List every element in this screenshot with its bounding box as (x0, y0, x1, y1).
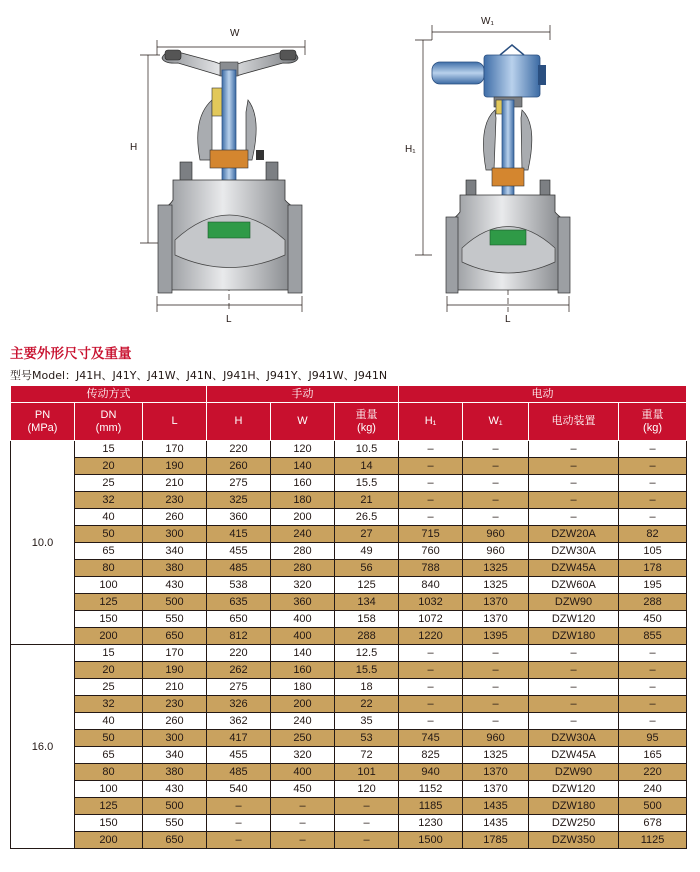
table-row (11, 441, 687, 458)
table-row (11, 662, 687, 679)
table-cell: 65 (75, 543, 143, 560)
table-cell: 100 (75, 781, 143, 798)
table-cell: 325 (207, 492, 271, 509)
table-cell: 56 (335, 560, 399, 577)
table-cell: 288 (619, 594, 687, 611)
table-cell: 417 (207, 730, 271, 747)
dimension-h (140, 55, 160, 243)
table-cell: 288 (335, 628, 399, 645)
col-w1: W₁ (463, 403, 529, 441)
table-cell: – (399, 645, 463, 662)
table-cell: – (271, 832, 335, 849)
table-cell: – (619, 492, 687, 509)
table-cell: – (463, 509, 529, 526)
table-cell: 165 (619, 747, 687, 764)
table-cell: 220 (207, 645, 271, 662)
table-cell: 240 (619, 781, 687, 798)
table-cell: 825 (399, 747, 463, 764)
table-cell: 260 (143, 713, 207, 730)
valve-disc (208, 222, 250, 238)
dimension-w-label: W (230, 28, 240, 39)
table-row (11, 560, 687, 577)
header-electric: 电动 (399, 386, 687, 403)
table-cell: 80 (75, 764, 143, 781)
table-cell: 95 (619, 730, 687, 747)
table-row (11, 526, 687, 543)
table-cell: 158 (335, 611, 399, 628)
table-cell: 745 (399, 730, 463, 747)
table-cell: 500 (143, 594, 207, 611)
model-line: 型号Model：J41H、J41Y、J41W、J41N、J941H、J941Y、J941W、J941N (10, 369, 388, 382)
table-cell: DZW90 (529, 594, 619, 611)
table-cell: 320 (271, 577, 335, 594)
table-cell: 220 (207, 441, 271, 458)
table-row (11, 509, 687, 526)
table-cell: – (619, 509, 687, 526)
table-cell: – (463, 713, 529, 730)
table-cell: – (529, 441, 619, 458)
table-cell: 550 (143, 611, 207, 628)
table-cell: 125 (75, 798, 143, 815)
table-cell: 140 (271, 645, 335, 662)
table-row (11, 781, 687, 798)
table-cell: – (399, 492, 463, 509)
table-cell: 650 (143, 832, 207, 849)
table-cell: 855 (619, 628, 687, 645)
table-cell: 53 (335, 730, 399, 747)
table-cell: – (207, 798, 271, 815)
table-cell: 250 (271, 730, 335, 747)
table-cell: 275 (207, 475, 271, 492)
table-cell: – (207, 832, 271, 849)
table-cell: 260 (207, 458, 271, 475)
table-cell: – (207, 815, 271, 832)
dimension-w1 (432, 25, 550, 40)
col-pn: PN (MPa) (11, 403, 75, 441)
table-cell: 20 (75, 662, 143, 679)
dimension-w1-label: W₁ (481, 16, 494, 27)
electric-valve-drawing (405, 16, 570, 325)
table-cell: – (529, 492, 619, 509)
table-cell: 400 (271, 764, 335, 781)
table-cell: – (619, 679, 687, 696)
table-cell: 1152 (399, 781, 463, 798)
table-row (11, 713, 687, 730)
table-cell: – (529, 713, 619, 730)
table-row (11, 696, 687, 713)
table-row (11, 543, 687, 560)
table-cell: DZW250 (529, 815, 619, 832)
table-cell: DZW90 (529, 764, 619, 781)
table-cell: 275 (207, 679, 271, 696)
table-cell: 1500 (399, 832, 463, 849)
table-cell: 240 (271, 713, 335, 730)
table-cell: 27 (335, 526, 399, 543)
table-cell: 360 (271, 594, 335, 611)
table-cell: – (335, 832, 399, 849)
table-cell: 200 (271, 509, 335, 526)
table-cell: DZW45A (529, 747, 619, 764)
table-cell: 300 (143, 730, 207, 747)
table-cell: 415 (207, 526, 271, 543)
table-cell: 960 (463, 730, 529, 747)
table-cell: 960 (463, 543, 529, 560)
table-cell: 150 (75, 815, 143, 832)
spec-table (10, 385, 687, 849)
table-cell: 1185 (399, 798, 463, 815)
table-row (11, 679, 687, 696)
table-cell: DZW60A (529, 577, 619, 594)
table-cell: 1370 (463, 594, 529, 611)
table-cell: 125 (75, 594, 143, 611)
table-cell: 812 (207, 628, 271, 645)
table-cell: 400 (271, 611, 335, 628)
table-cell: – (463, 458, 529, 475)
table-cell: 101 (335, 764, 399, 781)
table-cell: 1072 (399, 611, 463, 628)
table-cell: DZW30A (529, 543, 619, 560)
table-cell: 340 (143, 747, 207, 764)
header-drive: 传动方式 (11, 386, 207, 403)
table-cell: 940 (399, 764, 463, 781)
table-cell: 134 (335, 594, 399, 611)
table-row (11, 492, 687, 509)
table-cell: 10.5 (335, 441, 399, 458)
table-cell: 170 (143, 441, 207, 458)
table-cell: 200 (271, 696, 335, 713)
table-cell: – (463, 696, 529, 713)
table-row (11, 475, 687, 492)
table-cell: 18 (335, 679, 399, 696)
table-cell: 1220 (399, 628, 463, 645)
table-cell: DZW20A (529, 526, 619, 543)
table-cell: 280 (271, 560, 335, 577)
table-cell: 678 (619, 815, 687, 832)
table-cell: – (619, 475, 687, 492)
table-cell: – (271, 815, 335, 832)
table-cell: 320 (271, 747, 335, 764)
table-row (11, 611, 687, 628)
table-cell: DZW180 (529, 628, 619, 645)
table-cell: 105 (619, 543, 687, 560)
table-cell: 100 (75, 577, 143, 594)
table-cell: 220 (619, 764, 687, 781)
dimension-l-electric-label: L (505, 314, 511, 325)
header-manual: 手动 (207, 386, 399, 403)
table-cell: – (619, 645, 687, 662)
table-cell: 380 (143, 560, 207, 577)
table-cell: – (529, 696, 619, 713)
table-cell: – (399, 441, 463, 458)
table-cell: 380 (143, 764, 207, 781)
col-h1: H₁ (399, 403, 463, 441)
table-cell: 160 (271, 475, 335, 492)
table-cell: 500 (619, 798, 687, 815)
table-cell: – (463, 441, 529, 458)
table-cell: 12.5 (335, 645, 399, 662)
table-cell: DZW180 (529, 798, 619, 815)
table-cell: 1370 (463, 611, 529, 628)
table-cell: 25 (75, 679, 143, 696)
table-cell: 40 (75, 509, 143, 526)
table-cell: – (399, 713, 463, 730)
table-row (11, 458, 687, 475)
table-cell: 450 (619, 611, 687, 628)
table-cell: – (399, 458, 463, 475)
table-cell: DZW350 (529, 832, 619, 849)
table-cell: – (463, 679, 529, 696)
table-cell: – (335, 798, 399, 815)
col-h: H (207, 403, 271, 441)
table-cell: 540 (207, 781, 271, 798)
col-actuator: 电动装置 (529, 403, 619, 441)
table-cell: 35 (335, 713, 399, 730)
table-cell: – (619, 696, 687, 713)
dimension-h-label: H (130, 142, 138, 153)
table-cell: – (619, 458, 687, 475)
table-cell: DZW30A (529, 730, 619, 747)
table-cell: – (529, 458, 619, 475)
table-cell: 430 (143, 781, 207, 798)
table-cell: 326 (207, 696, 271, 713)
table-cell: 1370 (463, 764, 529, 781)
table-cell: 150 (75, 611, 143, 628)
table-cell: 80 (75, 560, 143, 577)
table-cell: 170 (143, 645, 207, 662)
table-cell: – (619, 662, 687, 679)
table-cell: 125 (335, 577, 399, 594)
table-cell: DZW120 (529, 611, 619, 628)
table-cell: 195 (619, 577, 687, 594)
table-cell: 455 (207, 747, 271, 764)
table-cell: 760 (399, 543, 463, 560)
table-cell: 960 (463, 526, 529, 543)
table-cell: 178 (619, 560, 687, 577)
table-cell: 1230 (399, 815, 463, 832)
table-cell: – (529, 679, 619, 696)
table-cell: – (619, 713, 687, 730)
table-row (11, 815, 687, 832)
dimension-l-label: L (226, 314, 232, 325)
table-cell: 15 (75, 441, 143, 458)
table-cell: 49 (335, 543, 399, 560)
valve-drawings (0, 0, 700, 330)
table-cell: 15.5 (335, 475, 399, 492)
table-row (11, 832, 687, 849)
table-cell: 190 (143, 458, 207, 475)
table-cell: 1325 (463, 560, 529, 577)
table-cell: 1785 (463, 832, 529, 849)
table-cell: 840 (399, 577, 463, 594)
section-heading: 主要外形尺寸及重量 (10, 346, 132, 362)
table-cell: 72 (335, 747, 399, 764)
table-cell: 15 (75, 645, 143, 662)
table-cell: – (463, 645, 529, 662)
dimension-h1-label: H₁ (405, 144, 416, 155)
table-cell: 210 (143, 679, 207, 696)
table-cell: – (399, 662, 463, 679)
table-cell: 788 (399, 560, 463, 577)
table-cell: 20 (75, 458, 143, 475)
table-cell: 485 (207, 764, 271, 781)
table-cell: 180 (271, 679, 335, 696)
col-weight-manual: 重量 (kg) (335, 403, 399, 441)
table-cell: 25 (75, 475, 143, 492)
table-cell: – (271, 798, 335, 815)
spec-table-body (11, 441, 687, 849)
table-row (11, 747, 687, 764)
table-cell: 14 (335, 458, 399, 475)
col-l: L (143, 403, 207, 441)
table-cell: – (463, 492, 529, 509)
table-cell: 22 (335, 696, 399, 713)
table-cell: 210 (143, 475, 207, 492)
table-cell: 262 (207, 662, 271, 679)
table-row (11, 645, 687, 662)
table-cell: 500 (143, 798, 207, 815)
table-cell: 180 (271, 492, 335, 509)
table-cell: 230 (143, 492, 207, 509)
table-cell: – (529, 645, 619, 662)
table-cell: 160 (271, 662, 335, 679)
table-cell: 50 (75, 526, 143, 543)
col-w: W (271, 403, 335, 441)
table-cell: 200 (75, 832, 143, 849)
valve-disc-electric (490, 230, 526, 245)
table-cell: 230 (143, 696, 207, 713)
table-cell: 430 (143, 577, 207, 594)
table-cell: 40 (75, 713, 143, 730)
table-row (11, 594, 687, 611)
table-cell: 450 (271, 781, 335, 798)
table-cell: – (463, 662, 529, 679)
table-cell: 1395 (463, 628, 529, 645)
electric-actuator (432, 45, 546, 107)
table-cell: 200 (75, 628, 143, 645)
table-cell: – (399, 509, 463, 526)
table-cell: 1370 (463, 781, 529, 798)
table-cell: 190 (143, 662, 207, 679)
table-cell: – (335, 815, 399, 832)
table-cell: 455 (207, 543, 271, 560)
table-cell: – (619, 441, 687, 458)
table-cell: 650 (143, 628, 207, 645)
table-cell: – (529, 662, 619, 679)
table-cell: 240 (271, 526, 335, 543)
table-cell: 120 (271, 441, 335, 458)
table-cell: 538 (207, 577, 271, 594)
table-cell: 340 (143, 543, 207, 560)
table-cell: 32 (75, 492, 143, 509)
table-row (11, 577, 687, 594)
table-cell: 400 (271, 628, 335, 645)
table-cell: 360 (207, 509, 271, 526)
table-cell: 1435 (463, 798, 529, 815)
table-cell: – (399, 679, 463, 696)
table-row (11, 730, 687, 747)
table-cell: 1125 (619, 832, 687, 849)
table-cell: 485 (207, 560, 271, 577)
col-weight-electric: 重量 (kg) (619, 403, 687, 441)
table-cell: DZW120 (529, 781, 619, 798)
table-cell: – (399, 475, 463, 492)
table-cell: 140 (271, 458, 335, 475)
table-row (11, 798, 687, 815)
table-cell: 1435 (463, 815, 529, 832)
pn-cell: 10.0 (11, 441, 75, 645)
table-cell: 1325 (463, 747, 529, 764)
table-cell: 650 (207, 611, 271, 628)
table-cell: 82 (619, 526, 687, 543)
table-cell: 1325 (463, 577, 529, 594)
table-cell: DZW45A (529, 560, 619, 577)
table-cell: 1032 (399, 594, 463, 611)
table-cell: 260 (143, 509, 207, 526)
table-cell: 15.5 (335, 662, 399, 679)
table-cell: 65 (75, 747, 143, 764)
table-cell: – (399, 696, 463, 713)
table-row (11, 628, 687, 645)
table-cell: – (463, 475, 529, 492)
table-cell: – (529, 509, 619, 526)
table-cell: 21 (335, 492, 399, 509)
table-cell: 50 (75, 730, 143, 747)
manual-valve-drawing (130, 28, 305, 325)
pn-cell: 16.0 (11, 645, 75, 849)
table-cell: 280 (271, 543, 335, 560)
table-cell: 120 (335, 781, 399, 798)
table-cell: 362 (207, 713, 271, 730)
table-cell: 26.5 (335, 509, 399, 526)
dimension-h1 (415, 40, 432, 255)
table-row (11, 764, 687, 781)
table-cell: 300 (143, 526, 207, 543)
table-cell: 715 (399, 526, 463, 543)
col-dn: DN (mm) (75, 403, 143, 441)
table-cell: – (529, 475, 619, 492)
table-cell: 550 (143, 815, 207, 832)
table-cell: 32 (75, 696, 143, 713)
table-cell: 635 (207, 594, 271, 611)
